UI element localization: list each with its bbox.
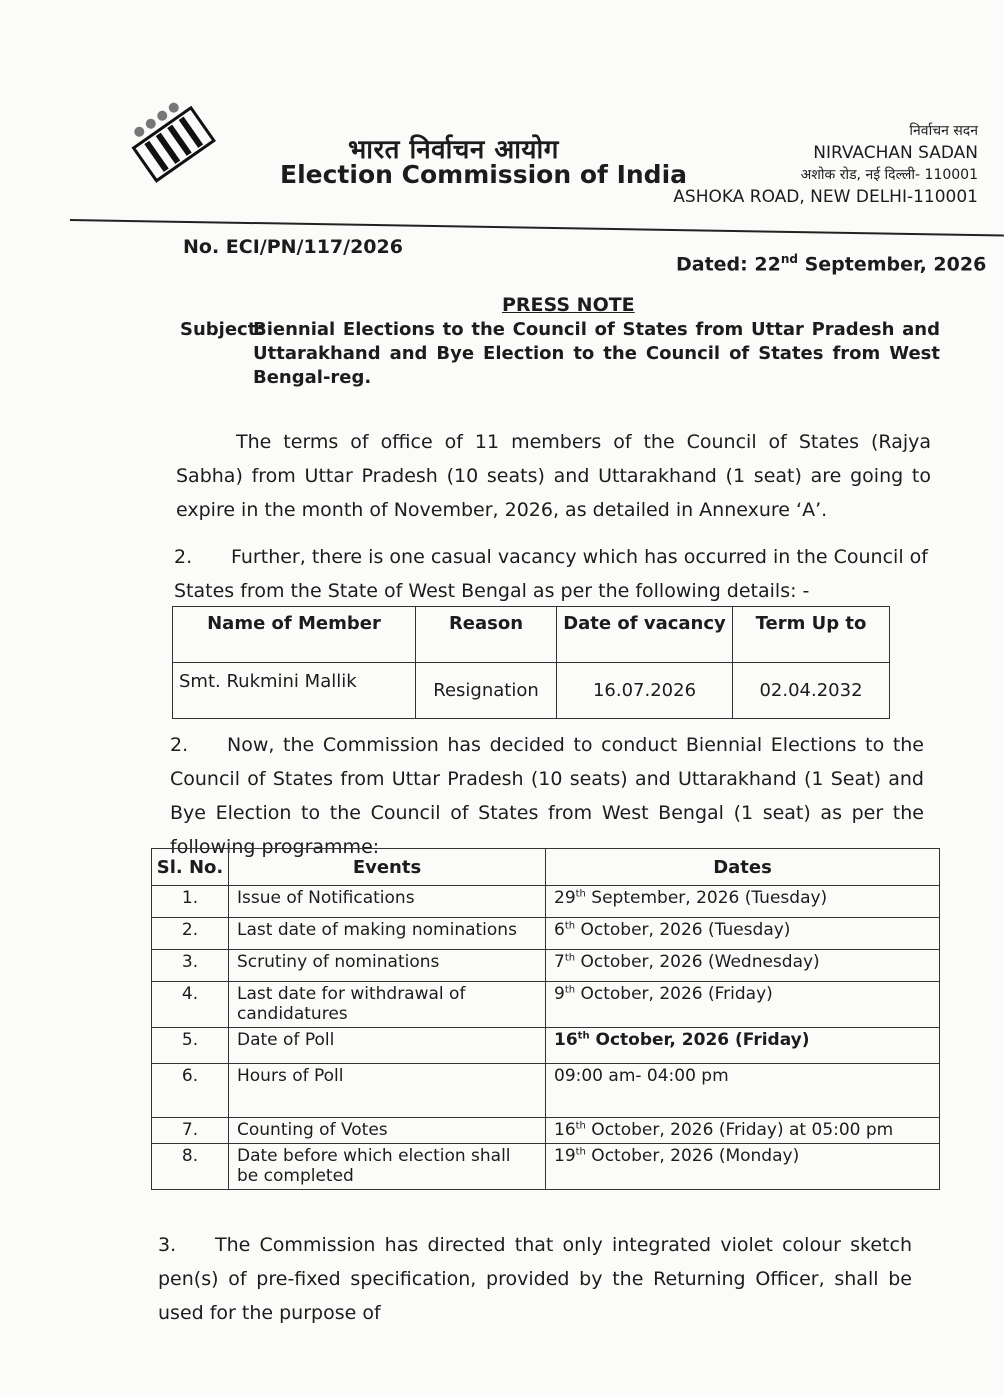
row-date — [546, 982, 940, 1028]
row-date — [546, 918, 940, 950]
row-sl: 7. — [152, 1118, 229, 1144]
row-date — [546, 950, 940, 982]
row-date — [546, 1118, 940, 1144]
header-divider — [70, 219, 1004, 236]
header-events: Events — [229, 849, 546, 886]
row-date-day: 16 — [554, 1120, 576, 1140]
header-dates: Dates — [546, 849, 940, 886]
row-date-sup: th — [575, 888, 586, 900]
member-reason: Resignation — [416, 663, 557, 719]
paragraph-2 — [174, 540, 928, 608]
table-row — [152, 982, 940, 1028]
row-date-sup: th — [564, 952, 576, 964]
eci-logo-icon — [118, 92, 236, 192]
hindi-title: भारत निर्वाचन आयोग — [348, 135, 559, 165]
table-row — [152, 1118, 940, 1144]
row-date-rest: October, 2026 (Monday) — [585, 1146, 800, 1166]
subject-label: Subject: — [180, 319, 264, 340]
row-sl: 5. — [152, 1028, 229, 1064]
address-hindi-line3: अशोक रोड, नई दिल्ली- 110001 — [800, 167, 978, 183]
row-date-sup: th — [575, 1120, 586, 1132]
row-date-rest: September, 2026 (Tuesday) — [585, 888, 828, 908]
row-date-sup: th — [564, 984, 576, 996]
programme-table-header — [152, 849, 940, 886]
row-sl: 2. — [152, 918, 229, 950]
dated-sup: nd — [780, 252, 798, 266]
vacancy-date: 16.07.2026 — [557, 663, 733, 719]
header-term-up-to: Term Up to — [733, 607, 890, 663]
paragraph-3-text: Now, the Commission has decided to conduct Biennial Elections to the Council of States from Uttar Pradesh (10 seats) and Uttarakhand (1 Seat) and Bye Election to the Council of States from West Bengal (1 seat) as per the following programme: — [170, 734, 924, 858]
row-date-day: 29 — [554, 888, 576, 908]
term-up-to: 02.04.2032 — [733, 663, 890, 719]
row-event: Scrutiny of nominations — [229, 950, 546, 982]
row-date — [546, 1064, 940, 1118]
row-date-sup: th — [564, 920, 576, 932]
row-date-day: 19 — [554, 1146, 576, 1166]
address-block — [673, 120, 978, 208]
table-row — [173, 663, 890, 719]
row-date-rest: October, 2026 (Wednesday) — [575, 952, 820, 972]
row-sl: 8. — [152, 1144, 229, 1190]
row-date — [546, 1144, 940, 1190]
subject-text: Biennial Elections to the Council of States from Uttar Pradesh and Uttarakhand and Bye Election to the Council of States from West Bengal-reg. — [253, 319, 940, 388]
table-row — [152, 950, 940, 982]
reference-number: No. ECI/PN/117/2026 — [183, 236, 403, 258]
header-reason: Reason — [416, 607, 557, 663]
row-date-day: 9 — [554, 984, 565, 1004]
paragraph-2-text: Further, there is one casual vacancy which has occurred in the Council of States from the State of West Bengal as per the following details: - — [174, 546, 928, 602]
row-date-rest: October, 2026 (Friday) — [575, 984, 773, 1004]
header-date-of-vacancy: Date of vacancy — [557, 607, 733, 663]
table-row — [152, 918, 940, 950]
row-date-rest: October, 2026 (Friday) at 05:00 pm — [585, 1120, 894, 1140]
member-name: Smt. Rukmini Mallik — [173, 663, 416, 719]
address-line2: NIRVACHAN SADAN — [813, 143, 978, 163]
row-event: Date of Poll — [229, 1028, 546, 1064]
vacancy-table-header — [173, 607, 890, 663]
row-date-day: 6 — [554, 920, 565, 940]
row-event: Last date of making nominations — [229, 918, 546, 950]
dated — [676, 252, 986, 275]
row-date-rest: October, 2026 (Friday) — [589, 1030, 810, 1050]
row-date — [546, 886, 940, 918]
row-date-day: 7 — [554, 952, 565, 972]
row-event: Issue of Notifications — [229, 886, 546, 918]
header-name-of-member: Name of Member — [173, 607, 416, 663]
row-date-sup: th — [577, 1030, 590, 1042]
paragraph-4-number: 3. — [158, 1234, 177, 1256]
table-row — [152, 1064, 940, 1118]
table-row — [152, 886, 940, 918]
paragraph-3 — [170, 728, 924, 864]
paragraph-4-text: The Commission has directed that only integrated violet colour sketch pen(s) of pre-fixed specification, provided by the Returning Officer, shall be used for the purpose of — [158, 1234, 912, 1324]
vacancy-table — [172, 606, 890, 719]
row-sl: 4. — [152, 982, 229, 1028]
header-sl-no: Sl. No. — [152, 849, 229, 886]
press-note-heading: PRESS NOTE — [502, 294, 635, 316]
row-date-day: 16 — [554, 1030, 578, 1050]
dated-suffix: September, 2026 — [797, 253, 987, 276]
subject — [180, 318, 940, 390]
row-event: Date before which election shall be completed — [229, 1144, 546, 1190]
row-event: Last date for withdrawal of candidatures — [229, 982, 546, 1028]
paragraph-4 — [158, 1228, 912, 1330]
row-date-rest: October, 2026 (Tuesday) — [575, 920, 791, 940]
row-event: Hours of Poll — [229, 1064, 546, 1118]
paragraph-3-number: 2. — [170, 734, 189, 756]
row-date-day: 09:00 am- 04:00 pm — [554, 1066, 729, 1086]
address-hindi-line1: निर्वाचन सदन — [909, 123, 978, 139]
row-sl: 3. — [152, 950, 229, 982]
programme-table — [151, 848, 940, 1190]
dated-prefix: Dated: 22 — [676, 253, 781, 276]
row-date-sup: th — [575, 1146, 586, 1158]
row-sl: 6. — [152, 1064, 229, 1118]
paragraph-1: The terms of office of 11 members of the Council of States (Rajya Sabha) from Uttar Pradesh (10 seats) and Uttarakhand (1 seat) are going to expire in the month of November, 2026, as detailed in Annexure ‘A’. — [176, 431, 931, 521]
address-line4: ASHOKA ROAD, NEW DELHI-110001 — [673, 187, 978, 207]
row-event: Counting of Votes — [229, 1118, 546, 1144]
paragraph-2-number: 2. — [174, 546, 193, 568]
row-sl: 1. — [152, 886, 229, 918]
table-row — [152, 1144, 940, 1190]
row-date — [546, 1028, 940, 1064]
table-row — [152, 1028, 940, 1064]
english-title: Election Commission of India — [280, 160, 688, 189]
